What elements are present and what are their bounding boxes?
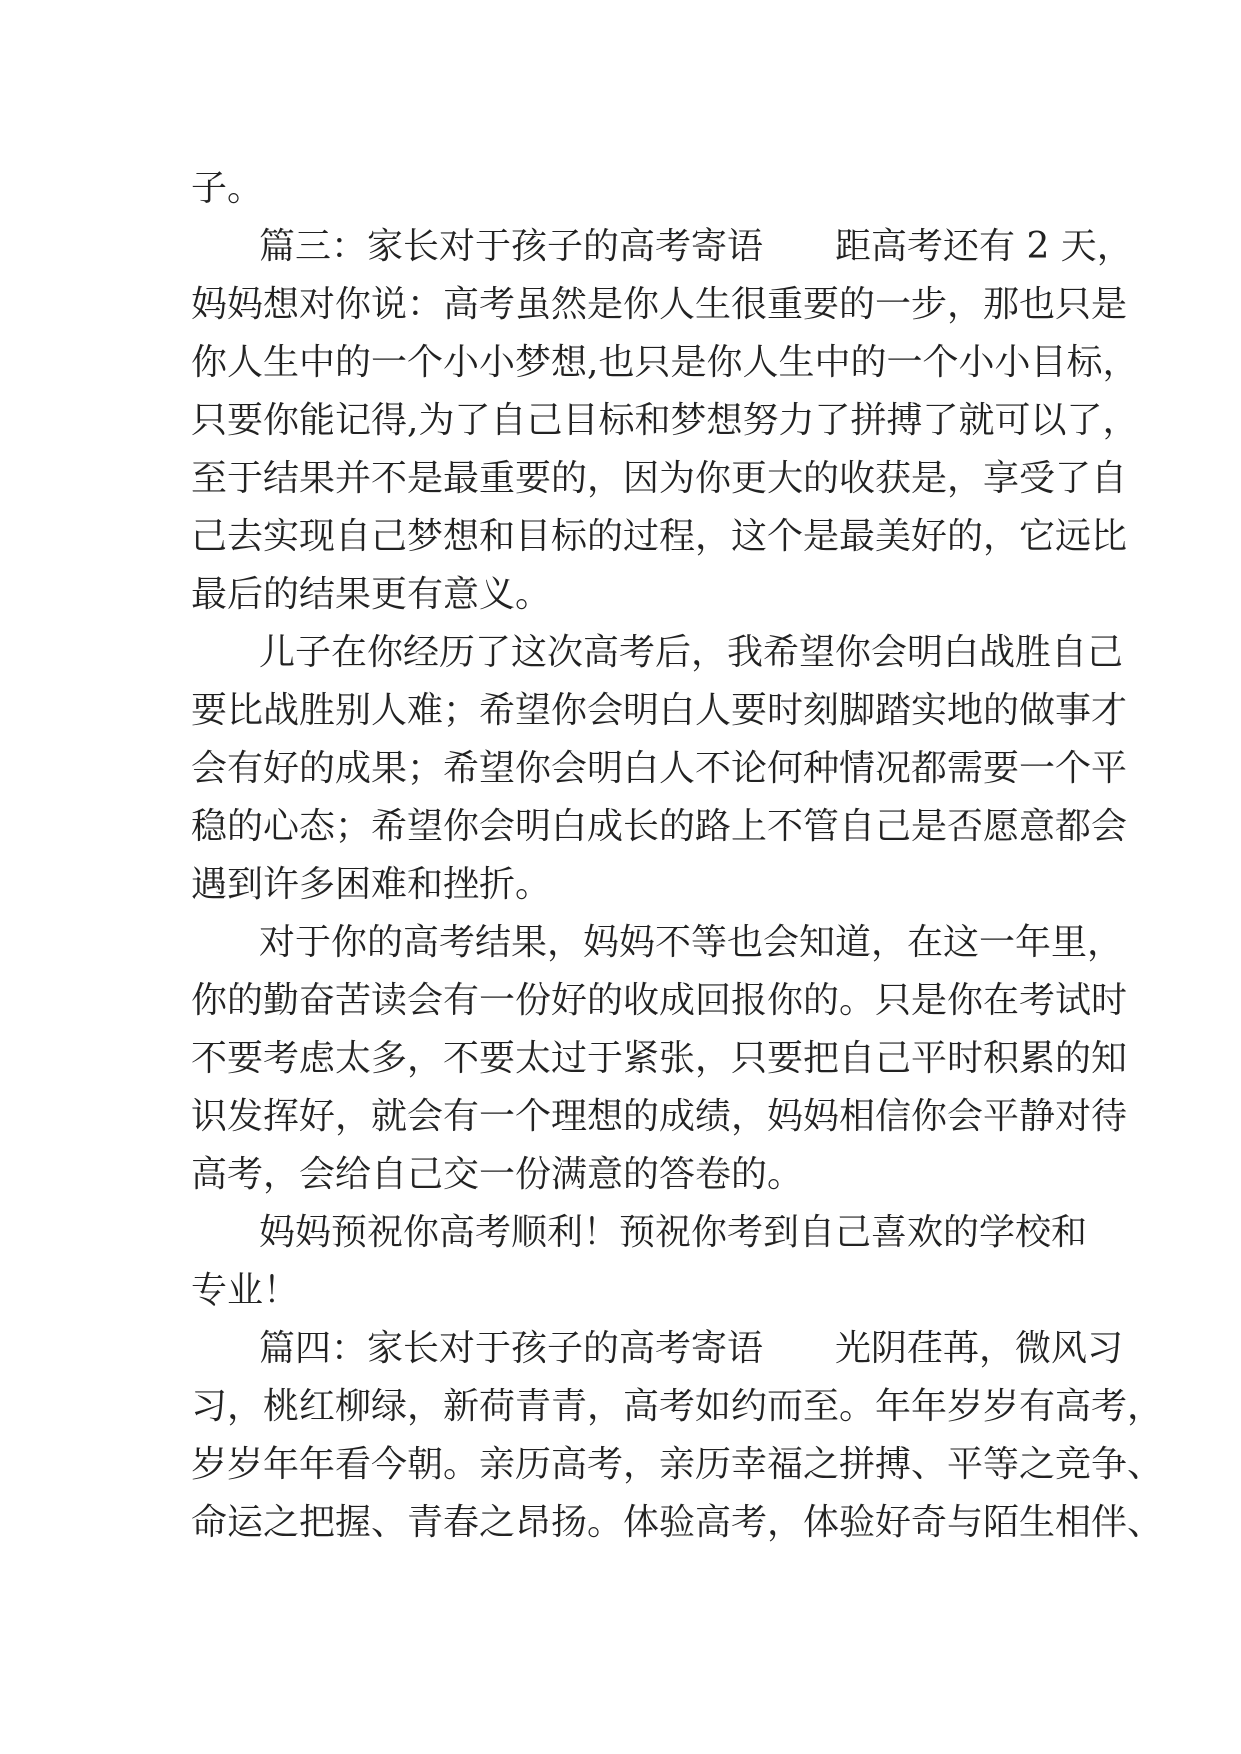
text-line: 遇到许多困难和挫折。 <box>191 864 552 905</box>
text-line: 篇四：家长对于孩子的高考寄语 光阴荏苒，微风习 <box>259 1328 1124 1369</box>
text-line: 篇三：家长对于孩子的高考寄语 距高考还有 2 天， <box>259 226 1133 267</box>
text-line: 要比战胜别人难；希望你会明白人要时刻脚踏实地的做事才 <box>191 690 1128 731</box>
text-line: 只要你能记得,为了自己目标和梦想努力了拼搏了就可以了， <box>191 400 1139 441</box>
text-line: 你人生中的一个小小梦想,也只是你人生中的一个小小目标， <box>191 342 1139 383</box>
text-line: 会有好的成果；希望你会明白人不论何种情况都需要一个平 <box>191 748 1128 789</box>
text-line: 命运之把握、青春之昂扬。体验高考，体验好奇与陌生相伴、 <box>191 1502 1164 1543</box>
text-line: 对于你的高考结果，妈妈不等也会知道，在这一年里， <box>259 922 1124 963</box>
document-body-text <box>191 160 1164 1552</box>
text-line: 识发挥好，就会有一个理想的成绩，妈妈相信你会平静对待 <box>191 1096 1128 1137</box>
text-line: 不要考虑太多，不要太过于紧张，只要把自己平时积累的知 <box>191 1038 1128 1079</box>
text-line: 习，桃红柳绿，新荷青青，高考如约而至。年年岁岁有高考， <box>191 1386 1164 1427</box>
text-line: 妈妈预祝你高考顺利！预祝你考到自己喜欢的学校和 <box>259 1212 1088 1253</box>
text-line: 子。 <box>191 168 264 209</box>
text-line: 高考，会给自己交一份满意的答卷的。 <box>191 1154 804 1195</box>
text-line: 至于结果并不是最重要的，因为你更大的收获是，享受了自 <box>191 458 1128 499</box>
text-line: 稳的心态；希望你会明白成长的路上不管自己是否愿意都会 <box>191 806 1128 847</box>
text-line: 己去实现自己梦想和目标的过程，这个是最美好的，它远比 <box>191 516 1128 557</box>
text-line: 你的勤奋苦读会有一份好的收成回报你的。只是你在考试时 <box>191 980 1128 1021</box>
text-line: 最后的结果更有意义。 <box>191 574 552 615</box>
text-line: 岁岁年年看今朝。亲历高考，亲历幸福之拼搏、平等之竞争、 <box>191 1444 1164 1485</box>
text-line: 专业！ <box>191 1270 300 1311</box>
text-line: 妈妈想对你说：高考虽然是你人生很重要的一步，那也只是 <box>191 284 1128 325</box>
text-line: 儿子在你经历了这次高考后，我希望你会明白战胜自己 <box>259 632 1124 673</box>
